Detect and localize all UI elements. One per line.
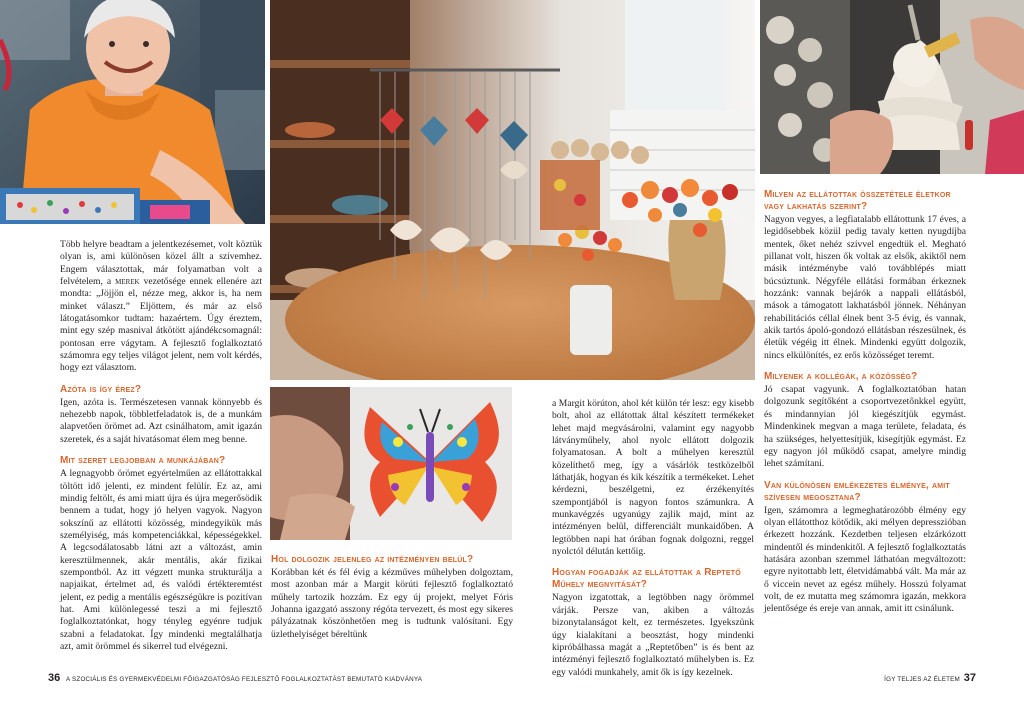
right-page-number: 37	[963, 672, 976, 684]
left-page-number: 36	[48, 672, 61, 684]
text-column-3	[552, 398, 754, 679]
answer-paragraph: a Margit körúton, ahol két külön tér lesz: egy kisebb bolt, ahol az ellátottak által készített termékeket lehet majd megvásárolni, valamint egy nagyobb látványműhely, ahol nyolc ellátott dolgozik folyamatosan. A bolt a műhelyen keresztül közelíthető meg, így a vásárlók testközelből láthatják, hogyan és kik készítik a termékeket. Lehet kérdezni, beszélgetni, ez érzékenyítés szempontjából is nagyon fontos számunkra. A munkavégzés ugyanúgy zajlik majd, mint az intézményen belül, differenciált munkaidőben. A legtöbben napi hat órában fognak dolgozni, reggel nyolctól délután kettőig.	[552, 398, 754, 558]
text-column-2	[271, 554, 513, 641]
bead-butterfly-photo	[270, 387, 512, 540]
ceramic-figure-hands-photo	[760, 0, 1024, 174]
answer-paragraph: Igen, számomra a legmeghatározóbb élmény egy olyan ellátotthoz kötődik, aki mélyen depresszióban érkezett hozzánk. Kezdetben teljesen elzárkózott mindentől és mindenkitől. A fejlesztő foglalkoztatás hatására azonban szemmel láthatóan megváltozott: egyre nyitottabb lett, életvidámabbá vált. Ma már az ő viccein nevet az egész műhely. Hosszú folyamat volt, de ez mutatta meg számomra igazán, mekkora jelentősége és ereje van annak, amit itt csinálunk.	[764, 504, 966, 615]
question-heading: Mit szeret legjobban a munkájában?	[60, 455, 226, 467]
answer-paragraph: Nagyon vegyes, a legfiatalabb ellátottunk 17 éves, a legidősebbek közül pedig tavaly ketten nyugdíjba mentek, őket nehéz szívvel engedtük el. Megható pillanat volt, hiszen ők voltak az elsők, akiktől nem másik intézménybe való továbblépés miatt búcsúztunk. Négyféle ellátási formában érkeznek hozzánk: vannak bejárók a nappali ellátásból, mások a támogatott lakhatásból jönnek. Néhányan rehabilitációs céllal élnek bent 3-5 évig, és vannak, akik tartós ápoló-gondozó ellátásban részesülnek, és életük végéig itt élnek. Mindenki együtt dolgozik, nincs elkülönítés, ez erős közösséget teremt.	[764, 214, 966, 361]
question-heading: Hogyan fogadják az ellátottak a Reptető Műhely megnyitását?	[552, 567, 741, 591]
text-column-4	[764, 189, 966, 616]
intro-paragraph: Több helyre beadtam a jelentkezésemet, volt köztük olyan is, ami különösen közel állt a szívemhez. Engem választottak, már folyamatban volt a felvételem, a merek vezetősége ennek ellenére azt mondta: „Jöjjön el, nézze meg, akkor is, ha nem minket választ.” Eljöttem, és már az első látogatásomkor tudtam: hazaértem. Úgy éreztem, mint egy szép masnival átkötött ajándékcsomagnál: pontosan erre vágytam. A fejlesztő foglalkoztató számomra egy teljes világot jelent, nem volt kérdés, hogy ezt választom.	[60, 239, 263, 374]
answer-paragraph: Nagyon izgatottak, a legtöbben nagy örömmel várják. Persze van, akiben a változás bizonytalanságot kelt, ez természetes. Igyekszünk úgy kialakítani a beosztást, hogy mindenki kipróbálhassa magát a „Reptetőben” is és bent az intézményi fejlesztő foglalkoztató műhelyben is. Ez egy valódi munkahely, amit ők is így kezelnek.	[552, 592, 754, 678]
answer-paragraph: Korábban két és fél évig a kézműves műhelyben dolgoztam, most azonban már a Margit körúti fejlesztő foglalkoztató műhely tartozik hozzám. Ez egy új projekt, melyet Fóris Johanna igazgató asszony régóta tervezett, és most egy sikeres pályázatnak köszönhetően meg is tudtunk valósítani. Egy üzlethelyiséget béreltünk	[271, 567, 513, 640]
answer-paragraph: Igen, azóta is. Természetesen vannak könnyebb és nehezebb napok, többletfeladatok is, de a munkám alapvetően örömet ad. Azt csinálhatom, amit igazán szeretek, és a saját hivatásomat élem meg benne.	[60, 396, 262, 445]
left-running-footer: A SZOCIÁLIS ÉS GYERMEKVÉDELMI FŐIGAZGATÓSÁG FEJLESZTŐ FOGLALKOZTATÁST BEMUTATÓ KIADVÁNYA	[66, 676, 423, 683]
question-heading: Milyenek a kollégák, a közösség?	[764, 371, 918, 383]
question-heading: Azóta is így érez?	[60, 383, 142, 395]
right-running-footer: ÍGY TELJES AZ ÉLETEM	[884, 676, 960, 683]
text-column-1	[60, 239, 262, 653]
question-heading: Milyen az ellátottak összetétele életkor vagy lakhatás szerint?	[764, 189, 951, 212]
answer-paragraph: Jó csapat vagyunk. A foglalkoztatóban hatan dolgozunk segítőként a csoportvezetőnkkel együtt, és mindannyian jól kiegészítjük egymást. Mindenkinek megvan a maga területe, feladata, és ha szükséges, helyettesítjük, kisegítjük egymást. Ez egy nagyon jól működő csapat, amelyre mindig lehet számítani.	[764, 384, 966, 470]
question-heading: Hol dolgozik jelenleg az intézményen belül?	[271, 554, 474, 565]
craft-shop-display-photo	[270, 0, 755, 380]
question-heading: Van különösen emlékezetes élménye, amit szívesen megosztana?	[764, 479, 950, 503]
answer-paragraph: A legnagyobb örömet egyértelműen az ellátottakkal töltött idő jelenti, ez mindent felülír. Ez az, ami mindig feltölt, és ami miatt újra és újra megerősödik bennem a tudat, hogy jó helyen vagyok. Nagyon sokszínű az ellátotti közösség, mindegyikük más személyiség, más kompetenciákkal, képességekkel. A legcsodálatosabb látni azt a változást, amin keresztülmennek, akár mentális, akár fizikai szempontból. Az itt végzett munka strukturálja a napjaikat, értelmet ad, és valódi értékteremtést jelent, ez pedig a mentális egészségükre is pozitívan hat. Ami különlegessé teszi a mi fejlesztő foglalkoztatónkat, hogy tényleg egyénre tudjuk szabni a feladatokat. Így mindenki megtalálhatja azt, amit örömmel és sikerrel tud elvégezni.	[60, 468, 262, 652]
smiling-woman-beading-photo	[0, 0, 265, 224]
